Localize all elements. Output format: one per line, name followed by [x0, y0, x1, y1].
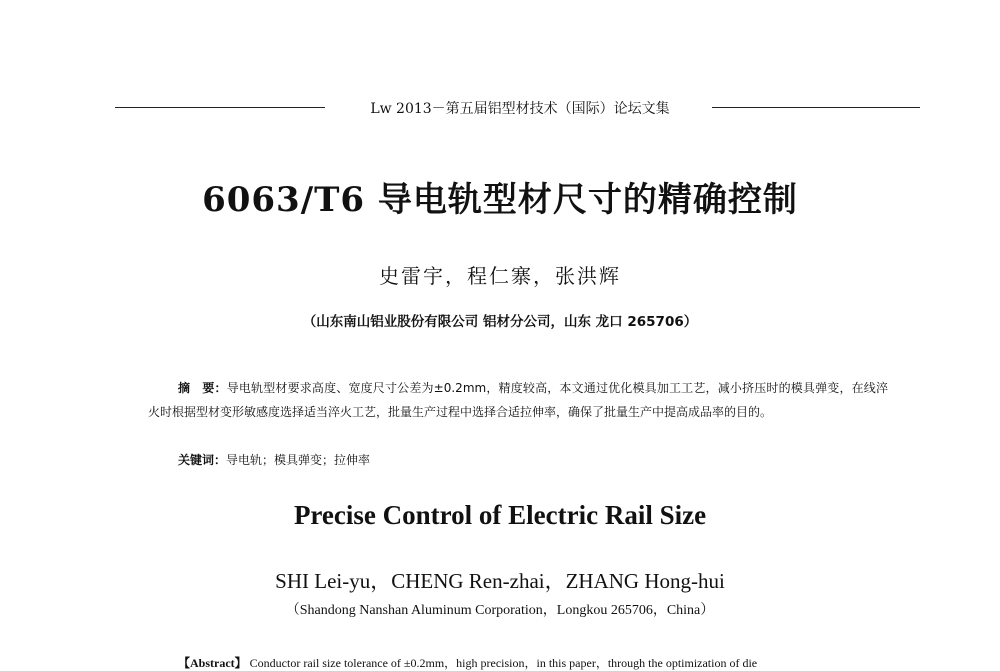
authors-en: SHI Lei-yu，CHENG Ren-zhai，ZHANG Hong-hui [275, 569, 725, 593]
running-header: Lw 2013－第五届铝型材技术（国际）论坛文集 [370, 101, 670, 117]
affiliation-en: （Shandong Nanshan Aluminum Corporation，Longkou 265706，China） [285, 603, 715, 618]
header-rule-left [115, 107, 325, 108]
header-rule-right [712, 107, 920, 108]
paper-title-en: Precise Control of Electric Rail Size [293, 500, 707, 530]
keywords-label-cn: 关键词： [178, 453, 227, 467]
abstract-text-cn: 导电轨型材要求高度、宽度尺寸公差为±0.2mm，精度较高，本文通过优化模具加工工艺，减小挤压时的模具弹变，在线淬火时根据型材变形敏感度选择适当淬火工艺，批量生产过程中选择合适拉伸率，确保了批量生产中提高成品率的目的。 [148, 381, 888, 419]
abstract-label-en: 【Abstract】 [178, 656, 247, 670]
abstract-cn [148, 376, 888, 424]
keywords-cn [178, 451, 878, 468]
paper-title-cn: 6063/T6 导电轨型材尺寸的精确控制 [202, 180, 798, 220]
abstract-en [178, 654, 908, 671]
keywords-text-cn: 导电轨；模具弹变；拉伸率 [226, 453, 371, 467]
authors-cn: 史雷宇，程仁寨，张洪辉 [379, 264, 621, 288]
abstract-text-en: Conductor rail size tolerance of ±0.2mm，high precision，in this paper，through the optimization of die [246, 656, 758, 670]
affiliation-cn: （山东南山铝业股份有限公司 铝材分公司，山东 龙口 265706） [302, 314, 698, 330]
abstract-label-cn: 摘 要： [178, 381, 227, 395]
